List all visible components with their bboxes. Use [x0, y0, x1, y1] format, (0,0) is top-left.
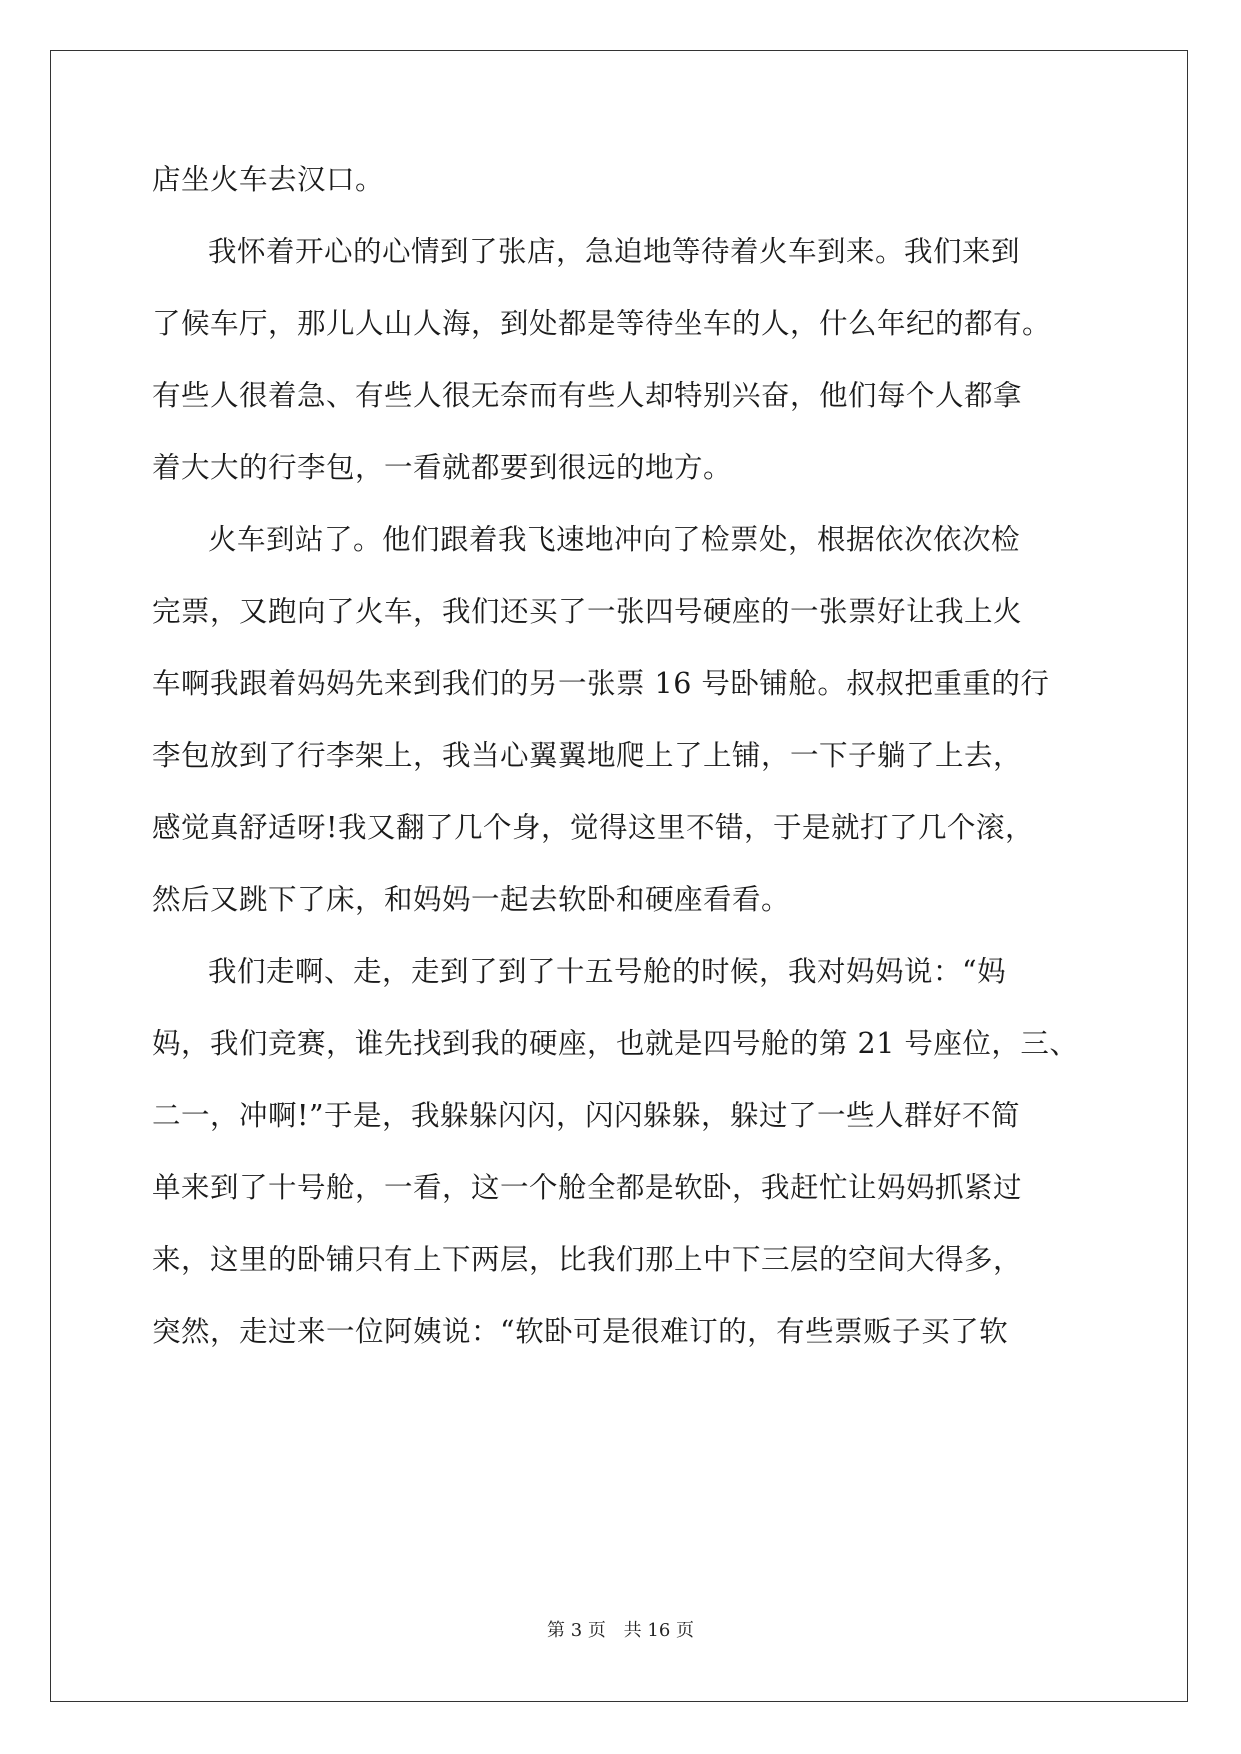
text-line: 二一，冲啊!”于是，我躲躲闪闪，闪闪躲躲，躲过了一些人群好不简: [152, 1099, 1021, 1132]
text-line: 李包放到了行李架上，我当心翼翼地爬上了上铺，一下子躺了上去，: [152, 739, 1023, 772]
text-line: 有些人很着急、有些人很无奈而有些人却特别兴奋，他们每个人都拿: [152, 379, 1023, 412]
page-border: [50, 50, 1188, 1702]
text-line: 然后又跳下了床，和妈妈一起去软卧和硬座看看。: [152, 883, 791, 916]
page-footer: [0, 1619, 1241, 1643]
text-line: 了候车厅，那儿人山人海，到处都是等待坐车的人，什么年纪的都有。: [152, 307, 1052, 340]
text-line: 我怀着开心的心情到了张店，急迫地等待着火车到来。我们来到: [208, 235, 1021, 268]
page-number: 第 3 页: [547, 1620, 606, 1641]
text-line: 感觉真舒适呀!我又翻了几个身，觉得这里不错，于是就打了几个滚，: [152, 811, 1034, 844]
text-line: 店坐火车去汉口。: [152, 163, 385, 196]
text-line: 来，这里的卧铺只有上下两层，比我们那上中下三层的空间大得多，: [152, 1243, 1023, 1276]
text-line: 单来到了十号舱，一看，这一个舱全都是软卧，我赶忙让妈妈抓紧过: [152, 1171, 1023, 1204]
text-line: 完票，又跑向了火车，我们还买了一张四号硬座的一张票好让我上火: [152, 595, 1023, 628]
text-line: 火车到站了。他们跟着我飞速地冲向了检票处，根据依次依次检: [208, 523, 1021, 556]
total-pages: 共 16 页: [623, 1620, 694, 1641]
text-line: 妈，我们竞赛，谁先找到我的硬座，也就是四号舱的第 21 号座位，三、: [152, 1027, 1079, 1060]
text-line: 我们走啊、走，走到了到了十五号舱的时候，我对妈妈说：“妈: [208, 955, 1007, 988]
text-line: 着大大的行李包，一看就都要到很远的地方。: [152, 451, 733, 484]
text-line: 车啊我跟着妈妈先来到我们的另一张票 16 号卧铺舱。叔叔把重重的行: [152, 667, 1050, 700]
text-line: 突然，走过来一位阿姨说：“软卧可是很难订的，有些票贩子买了软: [152, 1315, 1009, 1348]
